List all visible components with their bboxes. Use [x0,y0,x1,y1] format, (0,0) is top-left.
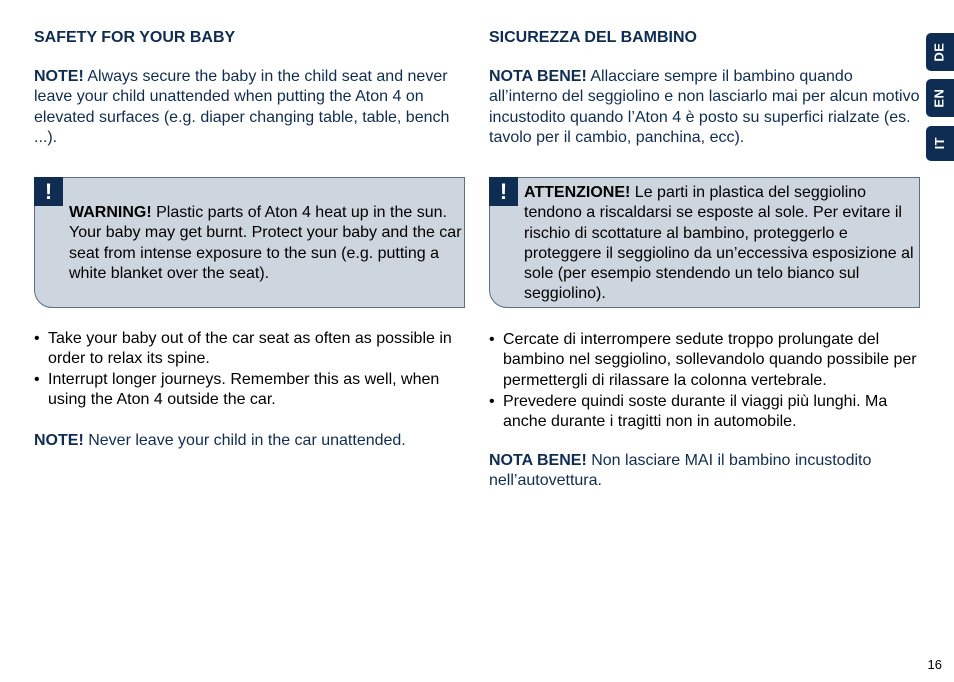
list-item: • Cercate di interrompere sedute troppo prolungate del bambino nel seggiolino, sollevandolo quando possibile per permettergli di rilassare la colonna vertebrale. [489,330,921,391]
warning-en [69,203,465,284]
warning-icon: ! [489,177,518,206]
end-note-en [34,431,466,451]
note-label-it: NOTA BENE! [489,68,587,85]
note-it [489,67,921,148]
language-tab-label: EN [931,88,947,108]
section-heading-it: SICUREZZA DEL BAMBINO [489,29,697,46]
language-tab-en[interactable] [926,79,954,117]
note-text-it: Allacciare sempre il bambino quando all’interno del seggiolino e non lasciarlo mai per alcun motivo incustodito quando l’Aton 4 è posto su superfici rialzate (es. tavolo per il cambio, panchina, ecc). [489,68,920,146]
warning-box-it [489,177,920,308]
page-number: 16 [927,657,942,672]
warning-it [524,183,920,305]
language-tab-de[interactable] [926,33,954,71]
list-item: • Interrupt longer journeys. Remember this as well, when using the Aton 4 outside the car. [34,370,466,411]
warning-label-it: ATTENZIONE! [524,184,631,201]
warning-box-en [34,177,465,308]
list-item: • Take your baby out of the car seat as often as possible in order to relax its spine. [34,329,466,370]
language-tab-it[interactable] [926,126,954,161]
end-note-text-en: Never leave your child in the car unattended. [83,432,406,449]
note-en [34,67,466,148]
end-note-label-it: NOTA BENE! [489,452,587,469]
end-note-label-en: NOTE! [34,432,84,449]
english-column [34,28,466,148]
list-item: • Prevedere quindi soste durante il viaggi più lunghi. Ma anche durante i tragitti non in automobile. [489,392,921,433]
warning-label-en: WARNING! [69,204,152,221]
language-tab-label: IT [931,137,947,150]
note-text-en: Always secure the baby in the child seat and never leave your child unattended when putting the Aton 4 on elevated surfaces (e.g. diaper changing table, table, bench ...). [34,68,450,146]
warning-icon: ! [34,177,63,206]
bullet-list-en [34,329,466,410]
end-note-it [489,451,921,492]
italian-column [489,28,921,148]
warning-text-en: Plastic parts of Aton 4 heat up in the sun. Your baby may get burnt. Protect your baby and the car seat from intense exposure to the sun (e.g. putting a white blanket over the seat). [69,204,462,282]
bullet-list-it [489,330,921,432]
end-note-text-it: Non lasciare MAI il bambino incustodito nell’autovettura. [489,452,872,490]
language-tab-label: DE [931,42,947,62]
note-label-en: NOTE! [34,68,84,85]
section-heading-en: SAFETY FOR YOUR BABY [34,29,236,46]
warning-text-it: Le parti in plastica del seggiolino tendono a riscaldarsi se esposte al sole. Per evitare il rischio di scottature al bambino, proteggerlo e proteggere il seggiolino da un’eccessiva esposizione al sole (per esempio stendendo un telo bianco sul seggiolino). [524,184,914,303]
